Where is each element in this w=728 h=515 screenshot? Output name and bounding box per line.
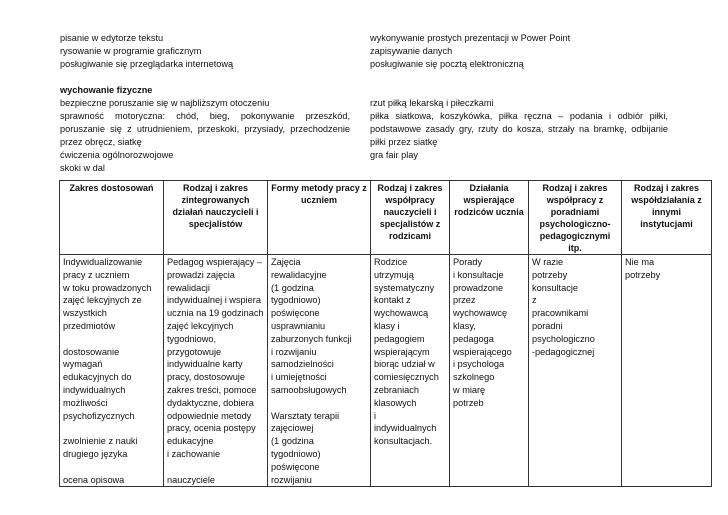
cell-line <box>167 461 264 474</box>
cell-line: konsultacjach. <box>374 436 433 447</box>
header-cell: Rodzaj i zakres współpracy z poradniami psychologiczno-pedagogicznymi itp. <box>529 181 622 255</box>
table-cell <box>268 255 371 487</box>
cell-line: w miarę <box>453 384 486 395</box>
cell-line: klasowych <box>374 397 417 408</box>
cell-line: wspierającego <box>453 346 512 357</box>
cell-line: utrzymują <box>374 269 414 280</box>
cell-line: wspierającym <box>374 346 430 357</box>
header-cell: Formy metody pracy z uczniem <box>268 181 371 255</box>
line-right <box>370 162 668 175</box>
cell-line: dydaktyczne, dobiera <box>167 397 254 408</box>
cell-line: usprawnianiu <box>271 320 326 331</box>
cell-line: zajęć lekcyjnych ze <box>63 295 142 306</box>
cell-line: (1 godzina <box>271 282 314 293</box>
cell-line: prowadzone <box>453 282 504 293</box>
cell-line: psychofizycznych <box>63 410 135 421</box>
cell-line: przez <box>453 295 476 306</box>
cell-line: pracy, dostosowuje <box>167 372 245 383</box>
cell-line: systematyczny <box>374 282 435 293</box>
cell-line: rewalidacyjne <box>271 269 327 280</box>
header-cell: Rodzaj i zakres zintegrowanych działań nauczycieli i specjalistów <box>164 181 268 255</box>
cell-line <box>271 397 367 410</box>
line-right: wykonywanie prostych prezentacji w Power Point <box>370 33 571 43</box>
cell-line: potrzeby <box>625 269 661 280</box>
cell-line: comiesięcznych <box>374 372 439 383</box>
cell-line: wymagań <box>63 359 103 370</box>
text-line <box>60 97 668 110</box>
cell-line: i rozwijaniu <box>271 346 317 357</box>
cell-line: zaburzonych funkcji <box>271 333 352 344</box>
document-text <box>60 32 668 175</box>
cell-line <box>63 422 160 435</box>
cell-line: kontakt z <box>374 295 411 306</box>
line-right: zapisywanie danych <box>370 46 453 56</box>
cell-line: klasy, <box>453 320 476 331</box>
support-plan-table <box>59 180 712 487</box>
cell-line: tygodniowo, <box>167 333 217 344</box>
line-right: podstawowe zasady gry, rzuty do kosza, strzały na bramkę, odbijanie <box>370 124 668 134</box>
cell-line: edukacyjne <box>167 436 214 447</box>
table-cell <box>164 255 268 487</box>
cell-line: zwolnienie z nauki <box>63 436 138 447</box>
cell-line: ocena opisowa <box>63 474 125 485</box>
cell-line: zajęciowej <box>271 423 314 434</box>
cell-line: Pedagog wspierający – <box>167 257 262 267</box>
text-line <box>60 123 668 136</box>
cell-line: indywidualne karty <box>167 359 243 370</box>
cell-line: zakres treści, pomoce <box>167 384 257 395</box>
header-cell: Rodzaj i zakres współpracy nauczycieli i specjalistów z rodzicami <box>371 181 450 255</box>
cell-line <box>63 461 160 474</box>
table-header-row <box>60 181 712 255</box>
cell-line: i <box>374 410 377 421</box>
cell-line: dostosowanie <box>63 346 120 357</box>
cell-line: wychowawcą <box>374 308 429 319</box>
cell-line: pracy z uczniem <box>63 269 130 280</box>
line-right: piłki przez siatkę <box>370 137 438 147</box>
cell-line: potrzeb <box>453 397 484 408</box>
cell-line: indywidualnych <box>63 384 126 395</box>
cell-line: zebraniach <box>374 384 419 395</box>
text-line <box>60 110 668 123</box>
cell-line: możliwości <box>63 397 108 408</box>
line-left: ćwiczenia ogólnorozwojowe <box>60 150 174 160</box>
table-cell <box>622 255 712 487</box>
cell-line: edukacyjnych do <box>63 372 132 383</box>
cell-line: odpowiednie metody <box>167 410 252 421</box>
cell-line: biorąc udział w <box>374 359 435 370</box>
cell-line: ucznia na 19 godzinach <box>167 308 264 319</box>
cell-line: pracy, ocenia postępy <box>167 423 256 434</box>
cell-line: i umiejętności <box>271 372 327 383</box>
line-left: posługiwanie się przeglądarka internetową <box>60 59 234 69</box>
cell-line: przygotowuje <box>167 346 222 357</box>
text-line <box>60 45 668 58</box>
cell-line: tygodniowo) <box>271 295 321 306</box>
line-right: gra fair play <box>370 150 419 160</box>
cell-line: Indywidualizowanie <box>63 257 143 267</box>
text-line <box>60 136 668 149</box>
header-cell: Rodzaj i zakres współdziałania z innymi instytucjami <box>622 181 712 255</box>
header-cell: Działania wspierające rodziców ucznia <box>450 181 529 255</box>
line-left: przez obręcz, siatkę <box>60 137 142 147</box>
table-cell <box>371 255 450 487</box>
text-line <box>60 162 668 175</box>
table-cell <box>529 255 622 487</box>
line-left: sprawność motoryczna: chód, bieg, pokonywanie przeszkód, <box>60 111 350 121</box>
cell-line: przedmiotów <box>63 320 116 331</box>
table-cell <box>450 255 529 487</box>
cell-line: rozwijaniu <box>271 474 312 485</box>
cell-line: Warsztaty terapii <box>271 410 340 421</box>
cell-line: pedagoga <box>453 333 494 344</box>
cell-line: indywidualnej i wspiera <box>167 295 261 306</box>
cell-line: poświęcone <box>271 308 320 319</box>
cell-line: klasy i <box>374 320 400 331</box>
cell-line: konsultacje <box>532 282 578 293</box>
cell-line: (1 godzina <box>271 436 314 447</box>
cell-line: psychologiczno <box>532 333 595 344</box>
table-cell <box>60 255 164 487</box>
text-line <box>60 32 668 45</box>
cell-line: i zachowanie <box>167 448 221 459</box>
line-left: skoki w dal <box>60 163 105 173</box>
cell-line: Porady <box>453 257 483 267</box>
line-right: posługiwanie się pocztą elektroniczną <box>370 59 524 69</box>
cell-line: poświęcone <box>271 461 320 472</box>
cell-line: rewalidacji <box>167 282 210 293</box>
table-row <box>60 255 712 487</box>
cell-line: wychowawcę <box>453 308 508 319</box>
cell-line: w toku prowadzonych <box>63 282 152 293</box>
cell-line: szkolnego <box>453 372 495 383</box>
cell-line: potrzeby <box>532 269 568 280</box>
cell-line: -pedagogicznej <box>532 346 595 357</box>
text-line <box>60 149 668 162</box>
cell-line: Nie ma <box>625 257 655 267</box>
cell-line: pedagogiem <box>374 333 425 344</box>
cell-line: indywidualnych <box>374 423 437 434</box>
cell-line: zajęć lekcyjnych <box>167 320 234 331</box>
cell-line: drugiego języka <box>63 448 128 459</box>
cell-line: i psychologa <box>453 359 505 370</box>
line-right: piłka siatkowa, koszykówka, piłka ręczna – podania i odbiór piłki, <box>370 111 668 121</box>
cell-line: Zajęcia <box>271 257 301 267</box>
cell-line: pracownikami <box>532 308 589 319</box>
section-heading: wychowanie fizyczne <box>60 85 153 95</box>
cell-line: samoobsługowych <box>271 384 347 395</box>
cell-line: poradni <box>532 320 563 331</box>
cell-line <box>63 333 160 346</box>
cell-line: nauczyciele <box>167 474 216 485</box>
cell-line: wszystkich <box>63 308 107 319</box>
line-right: rzut piłką lekarską i piłeczkami <box>370 98 494 108</box>
cell-line: W razie <box>532 257 564 267</box>
line-left: poruszanie się z utrudnieniem, przeskoki, przysiady, przechodzenie <box>60 124 350 134</box>
header-cell: Zakres dostosowań <box>60 181 164 255</box>
line-left: bezpieczne poruszanie się w najbliższym otoczeniu <box>60 98 270 108</box>
line-left: rysowanie w programie graficznym <box>60 46 202 56</box>
cell-line: tygodniowo) <box>271 448 321 459</box>
cell-line: z <box>532 295 537 306</box>
cell-line: i konsultacje <box>453 269 504 280</box>
cell-line: prowadzi zajęcia <box>167 269 235 280</box>
text-line <box>60 58 668 71</box>
cell-line: samodzielności <box>271 359 334 370</box>
cell-line: Rodzice <box>374 257 408 267</box>
line-left: pisanie w edytorze tekstu <box>60 33 164 43</box>
